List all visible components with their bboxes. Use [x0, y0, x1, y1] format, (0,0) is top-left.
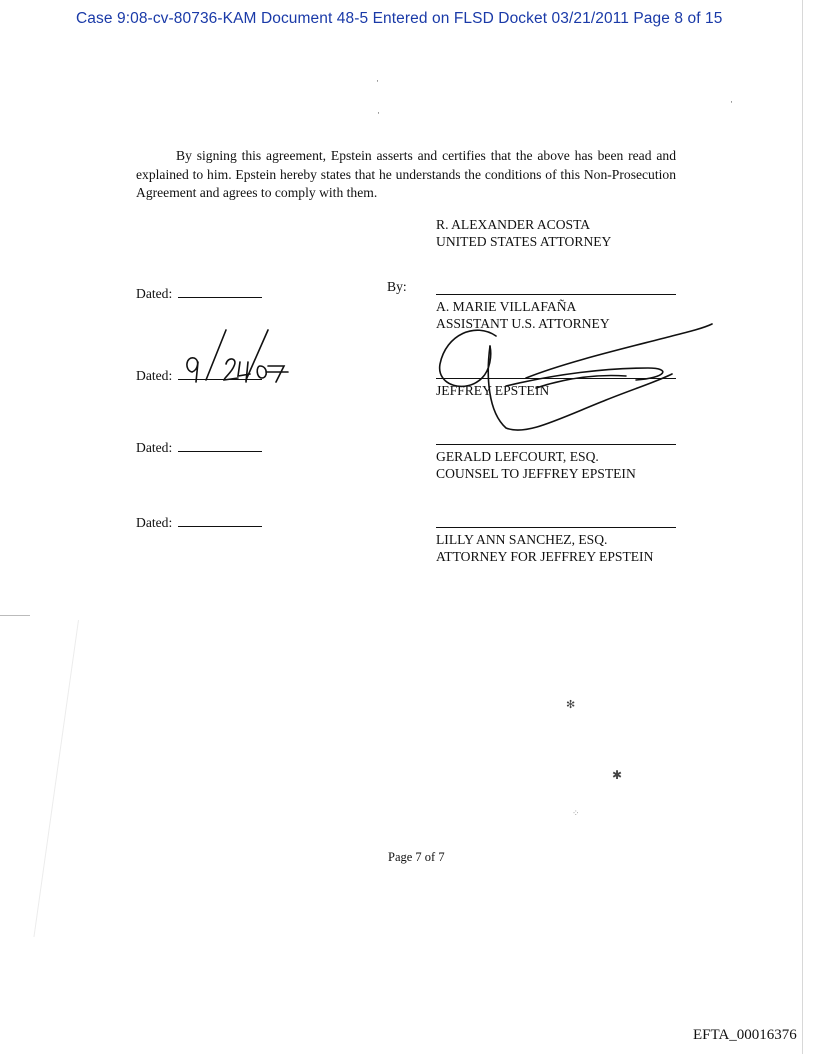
scan-edge-left — [0, 615, 30, 616]
scan-speck: ✱ — [612, 768, 623, 782]
office-block — [436, 216, 611, 250]
signatory-name: JEFFREY EPSTEIN — [436, 383, 550, 398]
signatory-title: COUNSEL TO JEFFREY EPSTEIN — [436, 466, 636, 481]
page-number: Page 7 of 7 — [388, 850, 445, 864]
scan-edge-right — [802, 0, 803, 1054]
dated-label: Dated: — [136, 286, 173, 301]
office-title: UNITED STATES ATTORNEY — [436, 234, 612, 249]
scan-speck: · — [377, 108, 380, 118]
case-header: Case 9:08-cv-80736-KAM Document 48-5 Entered on FLSD Docket 03/21/2011 Page 8 of 15 — [76, 10, 723, 27]
dated-field — [136, 440, 262, 456]
office-name: R. ALEXANDER ACOSTA — [436, 217, 591, 232]
signatory-name: A. MARIE VILLAFAÑA — [436, 299, 577, 314]
handwritten-date — [180, 326, 290, 384]
signatory-title: ATTORNEY FOR JEFFREY EPSTEIN — [436, 549, 654, 564]
signature-line — [436, 527, 676, 528]
dated-label: Dated: — [136, 440, 173, 455]
signatory-name: LILLY ANN SANCHEZ, ESQ. — [436, 532, 608, 547]
bates-number: EFTA_00016376 — [693, 1027, 797, 1043]
scan-speck: · — [730, 97, 733, 107]
dated-blank — [178, 286, 262, 298]
dated-blank — [178, 515, 262, 527]
signature-epstein — [436, 316, 716, 436]
scan-edge-mark — [33, 620, 79, 937]
signature-line — [436, 444, 676, 445]
signature-line — [436, 294, 676, 295]
signatory-title: ASSISTANT U.S. ATTORNEY — [436, 316, 610, 331]
scan-speck: ✻ — [566, 699, 576, 711]
dated-field — [136, 515, 262, 531]
signatory-block — [436, 448, 636, 482]
scan-speck: ⁘ — [572, 808, 580, 818]
scan-speck: · — [376, 76, 379, 86]
signatory-block — [436, 531, 653, 565]
certification-paragraph: By signing this agreement, Epstein asserts and certifies that the above has been read and explained to him. Epstein hereby states that he understands the conditions of this Non-Prosecution Agreement and agrees to comply with them. — [136, 148, 676, 201]
dated-blank — [178, 440, 262, 452]
by-label: By: — [387, 279, 407, 294]
dated-label: Dated: — [136, 515, 173, 530]
dated-label: Dated: — [136, 368, 173, 383]
dated-field — [136, 286, 262, 302]
signatory-name: GERALD LEFCOURT, ESQ. — [436, 449, 599, 464]
